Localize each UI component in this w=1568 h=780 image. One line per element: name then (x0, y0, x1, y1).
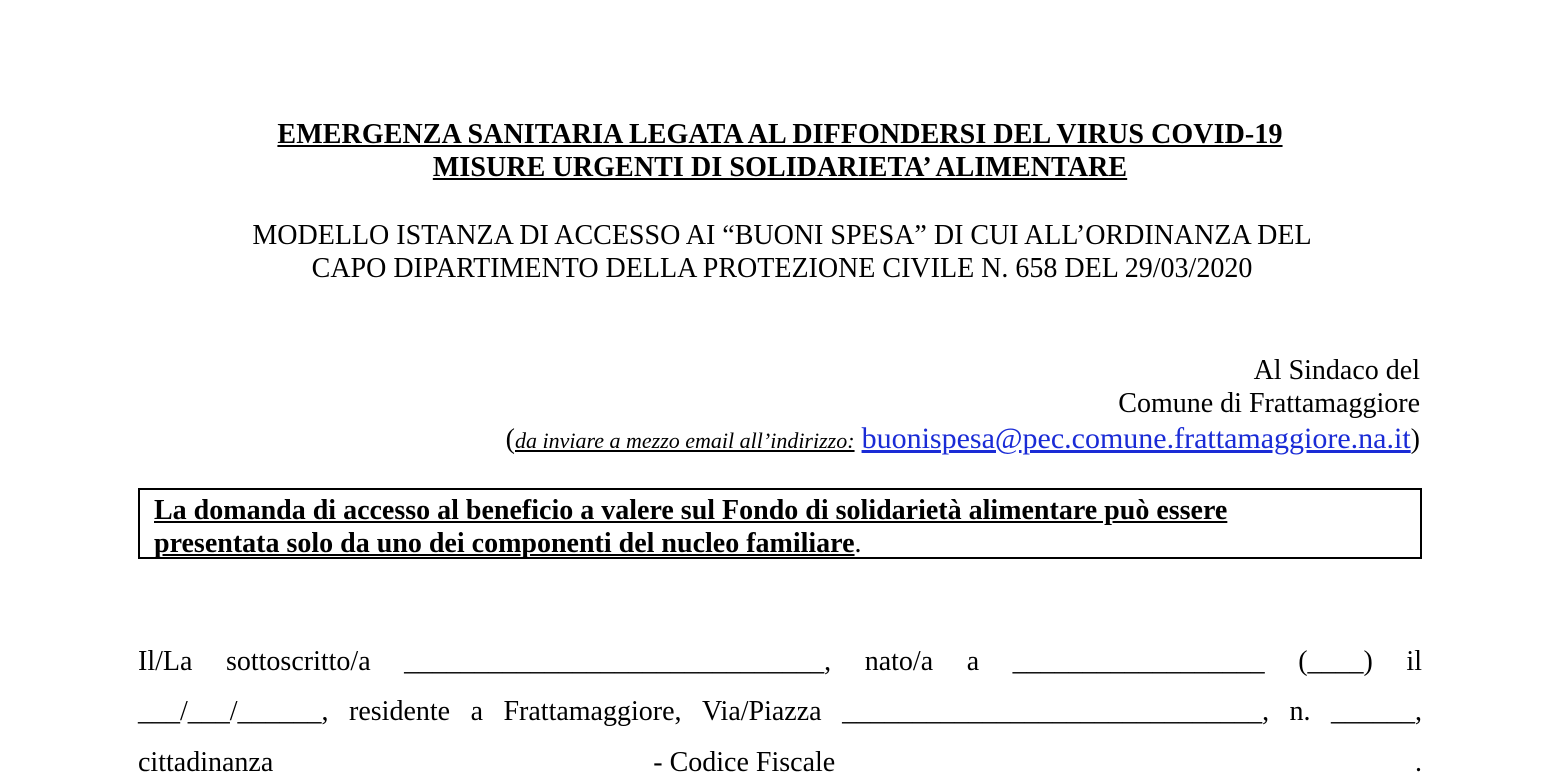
email-note: da inviare a mezzo email all’indirizzo: (515, 428, 855, 453)
label-via-piazza: Via/Piazza (702, 696, 822, 727)
form-line-name-birth (138, 645, 1422, 679)
field-number-blank[interactable]: ______, (1331, 696, 1422, 727)
notice-line2: presentata solo da uno dei componenti del nucleo familiare (154, 528, 855, 559)
label-number: n. (1289, 696, 1311, 727)
label-frattamaggiore: Frattamaggiore, (503, 696, 682, 727)
field-birthdate-blank[interactable]: ___/___/______, (138, 696, 329, 727)
label-il: il (1406, 646, 1422, 677)
form-line-date-residence (138, 695, 1422, 729)
addressee-line2: Comune di Frattamaggiore (1118, 388, 1420, 419)
label-nato: nato/a (864, 646, 934, 677)
label-il-la: Il/La (138, 646, 193, 677)
label-a: a (470, 696, 483, 727)
field-street-blank[interactable]: ______________________________, (842, 696, 1270, 727)
document-title-line2: MISURE URGENTI DI SOLIDARIETA’ ALIMENTARE (432, 152, 1128, 183)
field-name-blank[interactable]: ______________________________, (404, 646, 832, 677)
field-province-blank[interactable]: (____) (1298, 646, 1373, 677)
label-codice-fiscale: - Codice Fiscale (653, 747, 836, 778)
label-residente: residente (349, 696, 451, 727)
label-cittadinanza: cittadinanza (138, 747, 274, 778)
document-title-line1: EMERGENZA SANITARIA LEGATA AL DIFFONDERSI DEL VIRUS COVID-19 (277, 119, 1283, 150)
notice-box (138, 488, 1422, 559)
form-line-end: . (1415, 747, 1422, 778)
addressee-line1: Al Sindaco del (1253, 355, 1420, 386)
email-link[interactable]: buonispesa@pec.comune.frattamaggiore.na.it (861, 422, 1411, 455)
label-sottoscritto: sottoscritto/a (225, 646, 371, 677)
notice-period: . (854, 528, 862, 559)
notice-text (154, 494, 1227, 560)
field-birthplace-blank[interactable]: __________________ (1012, 646, 1265, 677)
document-subtitle-line1: MODELLO ISTANZA DI ACCESSO AI “BUONI SPESA” DI CUI ALL’ORDINANZA DEL (252, 220, 1312, 251)
form-line-citizenship (138, 746, 1422, 780)
close-paren: ) (1410, 424, 1420, 455)
label-a: a (966, 646, 980, 677)
notice-line1: La domanda di accesso al beneficio a valere sul Fondo di solidarietà alimentare può essere (154, 495, 1228, 526)
document-subtitle-line2: CAPO DIPARTIMENTO DELLA PROTEZIONE CIVILE N. 658 DEL 29/03/2020 (311, 253, 1253, 284)
email-instruction (506, 422, 1420, 458)
open-paren: ( (505, 424, 515, 455)
